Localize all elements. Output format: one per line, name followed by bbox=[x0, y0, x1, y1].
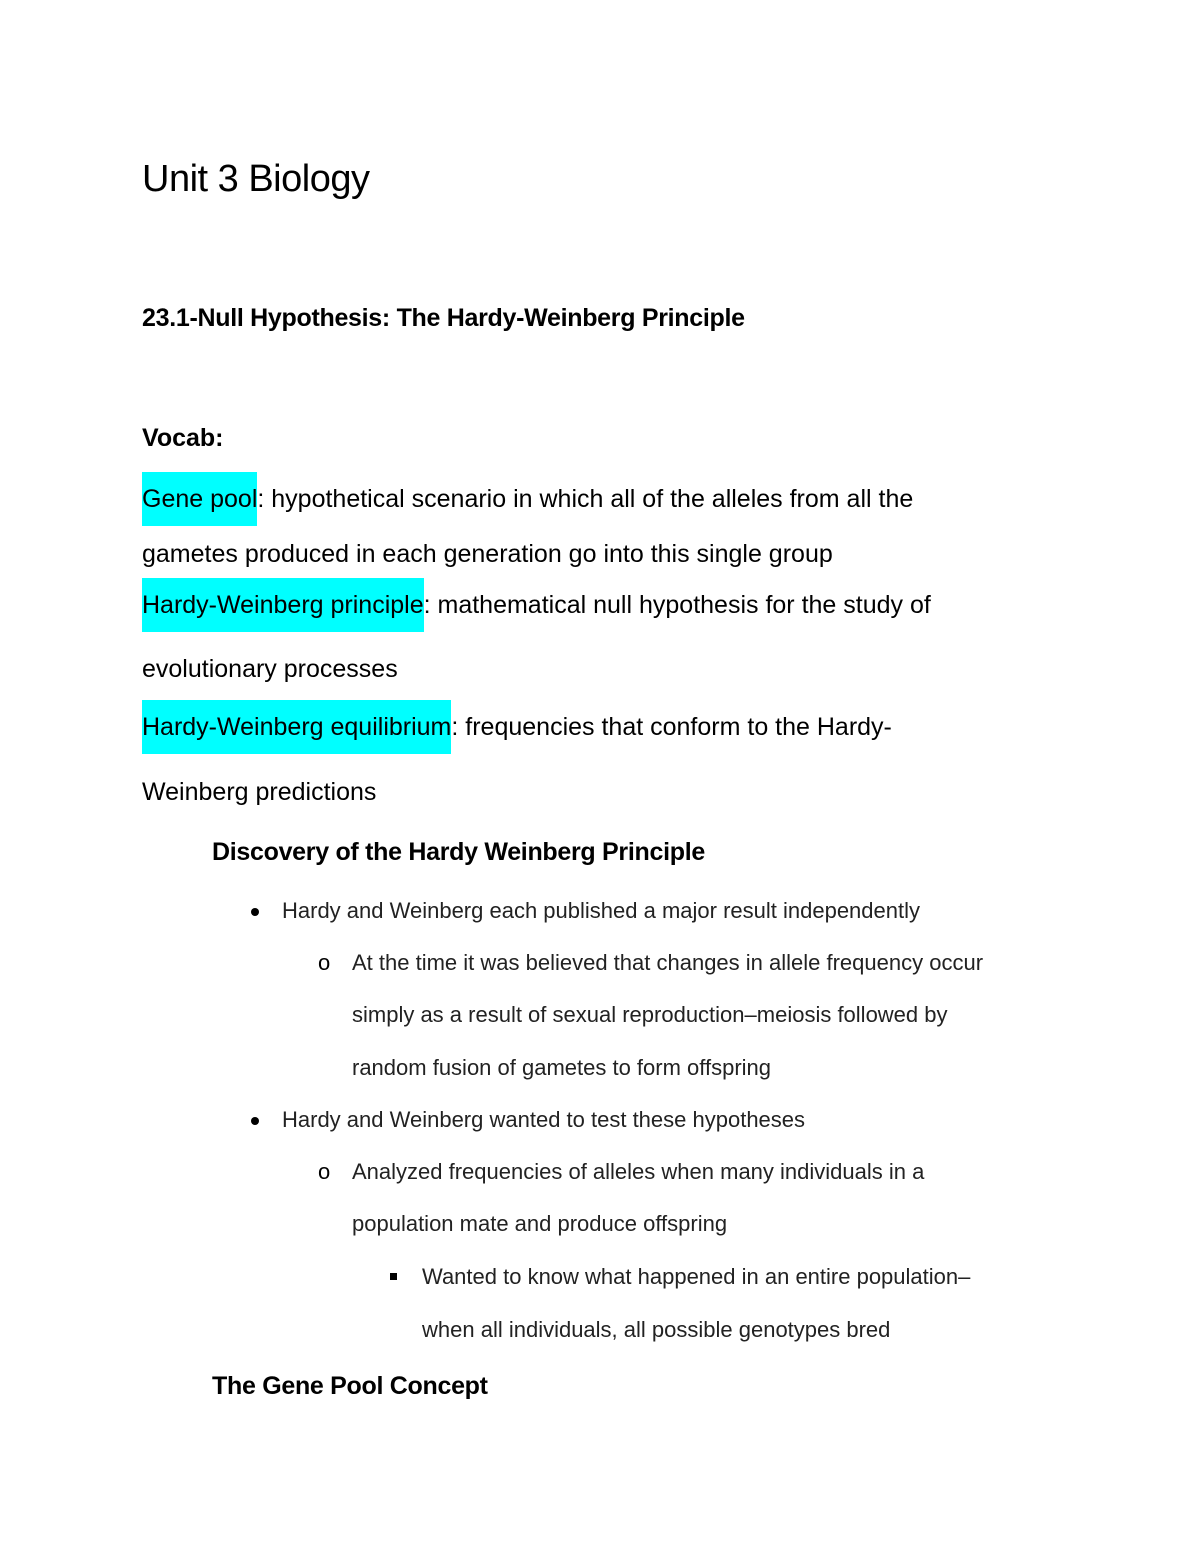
vocab-term-highlight: Hardy-Weinberg equilibrium bbox=[142, 700, 451, 754]
sub-bullet-item-continued: simply as a result of sexual reproduction–meiosis followed by bbox=[352, 1002, 948, 1027]
bullet-item: Hardy and Weinberg each published a major result independently bbox=[282, 898, 920, 923]
vocab-definition: : mathematical null hypothesis for the study of bbox=[423, 591, 931, 619]
vocab-entry-gene-pool bbox=[142, 472, 913, 526]
document-title: Unit 3 Biology bbox=[142, 158, 370, 200]
sub-bullet-item: Analyzed frequencies of alleles when many individuals in a bbox=[352, 1159, 925, 1184]
vocab-definition-continued: Weinberg predictions bbox=[142, 778, 377, 806]
section-heading: 23.1-Null Hypothesis: The Hardy-Weinberg Principle bbox=[142, 304, 745, 332]
sub-sub-bullet-item-continued: when all individuals, all possible genotypes bred bbox=[422, 1317, 891, 1342]
vocab-definition: : hypothetical scenario in which all of the alleles from all the bbox=[257, 485, 914, 513]
vocab-definition: : frequencies that conform to the Hardy- bbox=[451, 713, 892, 741]
sub-sub-bullet-item: Wanted to know what happened in an entire population– bbox=[422, 1264, 971, 1289]
sub-bullet-item-continued: population mate and produce offspring bbox=[352, 1211, 728, 1236]
vocab-definition-continued: gametes produced in each generation go into this single group bbox=[142, 540, 833, 568]
sub-bullet-item: At the time it was believed that changes in allele frequency occur bbox=[352, 950, 984, 975]
vocab-entry-hardy-weinberg-principle bbox=[142, 578, 931, 632]
subheading-discovery: Discovery of the Hardy Weinberg Principle bbox=[212, 838, 705, 866]
subheading-gene-pool-concept: The Gene Pool Concept bbox=[212, 1372, 488, 1400]
vocab-entry-hardy-weinberg-equilibrium bbox=[142, 700, 892, 754]
sub-bullet-item-continued: random fusion of gametes to form offspring bbox=[352, 1055, 772, 1080]
bullet-circle-icon: o bbox=[318, 950, 331, 975]
vocab-term-highlight: Hardy-Weinberg principle bbox=[142, 578, 424, 632]
bullet-circle-icon: o bbox=[318, 1159, 331, 1184]
vocab-term-highlight: Gene pool bbox=[142, 472, 257, 526]
vocab-label: Vocab: bbox=[142, 424, 224, 452]
bullet-disc-icon bbox=[251, 908, 259, 916]
bullet-disc-icon bbox=[251, 1117, 259, 1125]
vocab-definition-continued: evolutionary processes bbox=[142, 655, 398, 683]
bullet-item: Hardy and Weinberg wanted to test these hypotheses bbox=[282, 1107, 806, 1132]
bullet-square-icon bbox=[390, 1273, 397, 1280]
